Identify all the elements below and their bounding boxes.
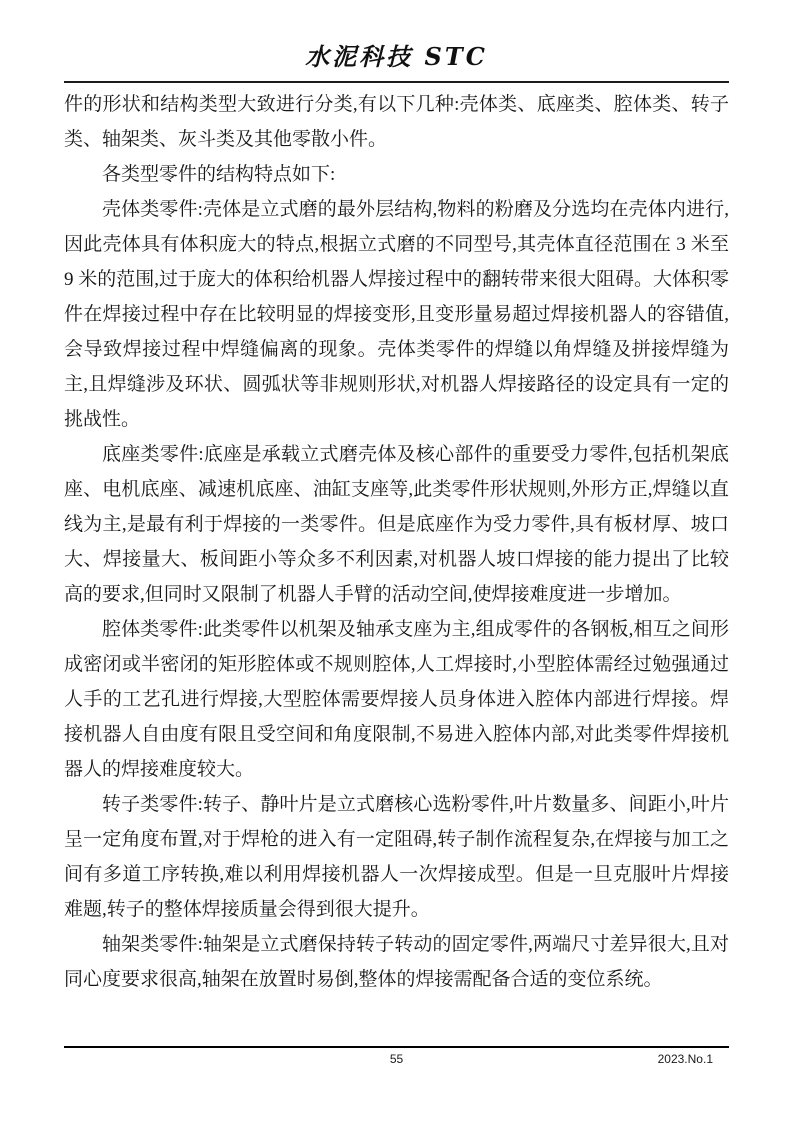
page-header [0,0,793,83]
body-paragraph: 腔体类零件:此类零件以机架及轴承支座为主,组成零件的各钢板,相互之间形成密闭或半密闭的矩形腔体或不规则腔体,人工焊接时,小型腔体需经过勉强通过人手的工艺孔进行焊接,大型腔体需要焊接人员身体进入腔体内部进行焊接。焊接机器人自由度有限且受空间和角度限制,不易进入腔体内部,对此类零件焊接机器人的焊接难度较大。 [64,619,729,780]
header-divider [64,81,729,83]
body-paragraph: 转子类零件:转子、静叶片是立式磨核心选粉零件,叶片数量多、间距小,叶片呈一定角度布置,对于焊枪的进入有一定阻碍,转子制作流程复杂,在焊接与加工之间有多道工序转换,难以利用焊接机器人一次焊接成型。但是一旦克服叶片焊接难题,转子的整体焊接质量会得到很大提升。 [64,794,729,920]
body-paragraph: 各类型零件的结构特点如下: [102,164,336,185]
body-paragraph: 底座类零件:底座是承载立式磨壳体及核心部件的重要受力零件,包括机架底座、电机底座、减速机底座、油缸支座等,此类零件形状规则,外形方正,焊缝以直线为主,是最有利于焊接的一类零件。但是底座作为受力零件,具有板材厚、坡口大、焊接量大、板间距小等众多不利因素,对机器人坡口焊接的能力提出了比较高的要求,但同时又限制了机器人手臂的活动空间,使焊接难度进一步增加。 [64,444,729,605]
page-footer [64,1052,729,1072]
body-paragraph: 壳体类零件:壳体是立式磨的最外层结构,物料的粉磨及分选均在壳体内进行,因此壳体具有体积庞大的特点,根据立式磨的不同型号,其壳体直径范围在 3 米至 9 米的范围,过于庞大的体积给机器人焊接过程中的翻转带来很大阻碍。大体积零件在焊接过程中存在比较明显的焊接变形,且变形量易超过焊接机器人的容错值,会导致焊接过程中焊缝偏离的现象。壳体类零件的焊缝以角焊缝及拼接焊缝为主,且焊缝涉及环状、圆弧状等非规则形状,对机器人焊接路径的设定具有一定的挑战性。 [64,199,730,430]
body-paragraph: 轴架类零件:轴架是立式磨保持转子转动的固定零件,两端尺寸差异很大,且对同心度要求很高,轴架在放置时易倒,整体的焊接需配备合适的变位系统。 [64,934,729,990]
article-body [64,87,729,997]
journal-title: 水泥科技 STC [305,42,488,71]
footer-divider [64,1046,729,1048]
issue-label: 2023.No.1 [657,1052,713,1066]
page-number: 55 [389,1052,404,1066]
body-paragraph: 件的形状和结构类型大致进行分类,有以下几种:壳体类、底座类、腔体类、转子类、轴架类、灰斗类及其他零散小件。 [64,94,729,150]
